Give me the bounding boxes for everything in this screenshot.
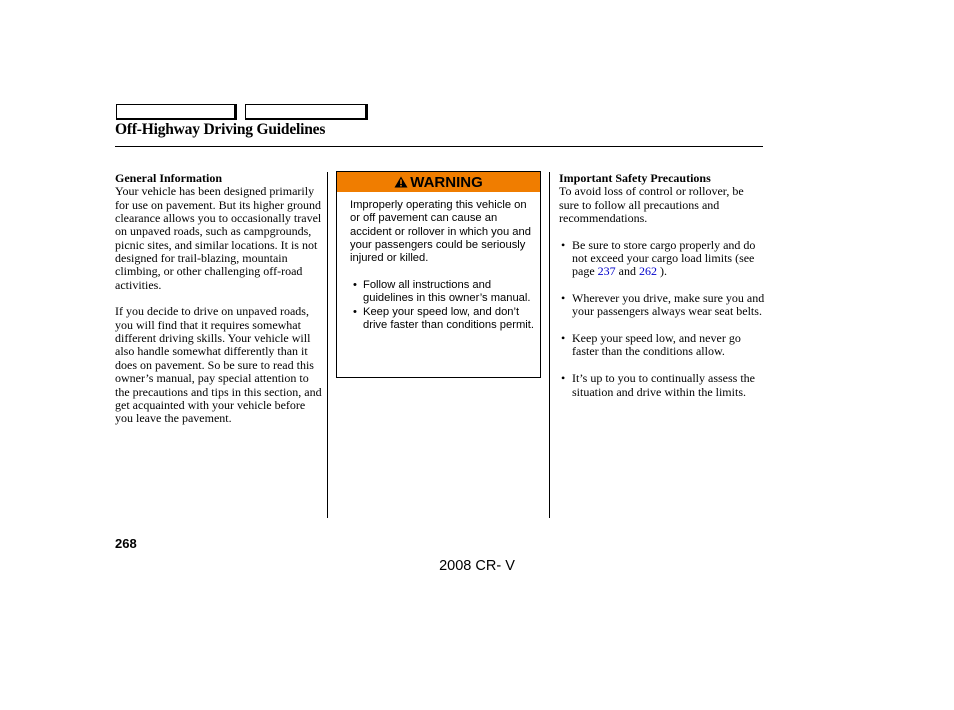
general-information-paragraph-1: Your vehicle has been designed primarily for use on pavement. But its higher ground clearance allows you to occasionally travel on unpaved roads, such as campgrounds, picnic sites, and similar locations. It is not designed for trail-blazing, mountain climbing, or other challenging off-road activities. — [115, 184, 322, 292]
safety-precautions-list — [559, 292, 765, 319]
general-information-heading: General Information — [115, 171, 222, 185]
warning-label: WARNING — [410, 173, 483, 191]
page-number: 268 — [115, 536, 137, 551]
precaution-item-seat-belts: • Wherever you drive, make sure you and your passengers always wear seat belts. — [559, 292, 765, 319]
precaution-cargo-end: ). — [659, 264, 667, 279]
page-link-237[interactable]: 237 — [597, 264, 616, 279]
safety-precautions-section — [559, 172, 765, 399]
warning-bullet: • Keep your speed low, and don’t drive faster than conditions permit. — [350, 306, 534, 333]
footer-model: 2008 CR- V — [439, 558, 515, 574]
warning-header — [337, 172, 540, 192]
general-information-paragraph-2: If you decide to drive on unpaved roads, you will find that it requires somewhat different driving skills. Your vehicle will also handle somewhat differently than it does on pavement. So be sure to read this owner’s manual, pay special attention to the precautions and tips in this section, and get acquainted with your vehicle before you leave the pavement. — [115, 304, 322, 426]
warning-bullet-list — [350, 279, 534, 332]
page-link-262[interactable]: 262 — [638, 264, 657, 279]
page-title: Off-Highway Driving Guidelines — [115, 121, 326, 138]
warning-triangle-icon — [394, 176, 408, 188]
precaution-item-assess: • It’s up to you to continually assess the situation and drive within the limits. — [559, 372, 765, 399]
title-divider — [115, 146, 763, 147]
precaution-item-cargo — [559, 239, 765, 279]
precaution-cargo-text: Be sure to store cargo properly and do not exceed your cargo load limits (see page — [572, 237, 756, 279]
precaution-cargo-and: and — [618, 264, 636, 279]
safety-precautions-intro: To avoid loss of control or rollover, be sure to follow all precautions and recommendations. — [559, 184, 744, 226]
nav-button-previous[interactable] — [116, 104, 237, 120]
general-information-section — [115, 172, 323, 426]
nav-button-next[interactable] — [245, 104, 368, 120]
safety-precautions-list — [559, 332, 765, 359]
safety-precautions-heading: Important Safety Precautions — [559, 171, 711, 185]
precaution-item-speed: • Keep your speed low, and never go faster than the conditions allow. — [559, 332, 765, 359]
safety-precautions-list — [559, 372, 765, 399]
column-divider-right — [549, 172, 550, 518]
warning-box — [336, 171, 541, 378]
warning-bullet: • Follow all instructions and guidelines in this owner’s manual. — [350, 279, 534, 306]
warning-text: Improperly operating this vehicle on or off pavement can cause an accident or rollover in which you and your passengers could be seriously injured or killed. — [350, 199, 531, 265]
safety-precautions-list — [559, 239, 765, 279]
column-divider-left — [327, 172, 328, 518]
